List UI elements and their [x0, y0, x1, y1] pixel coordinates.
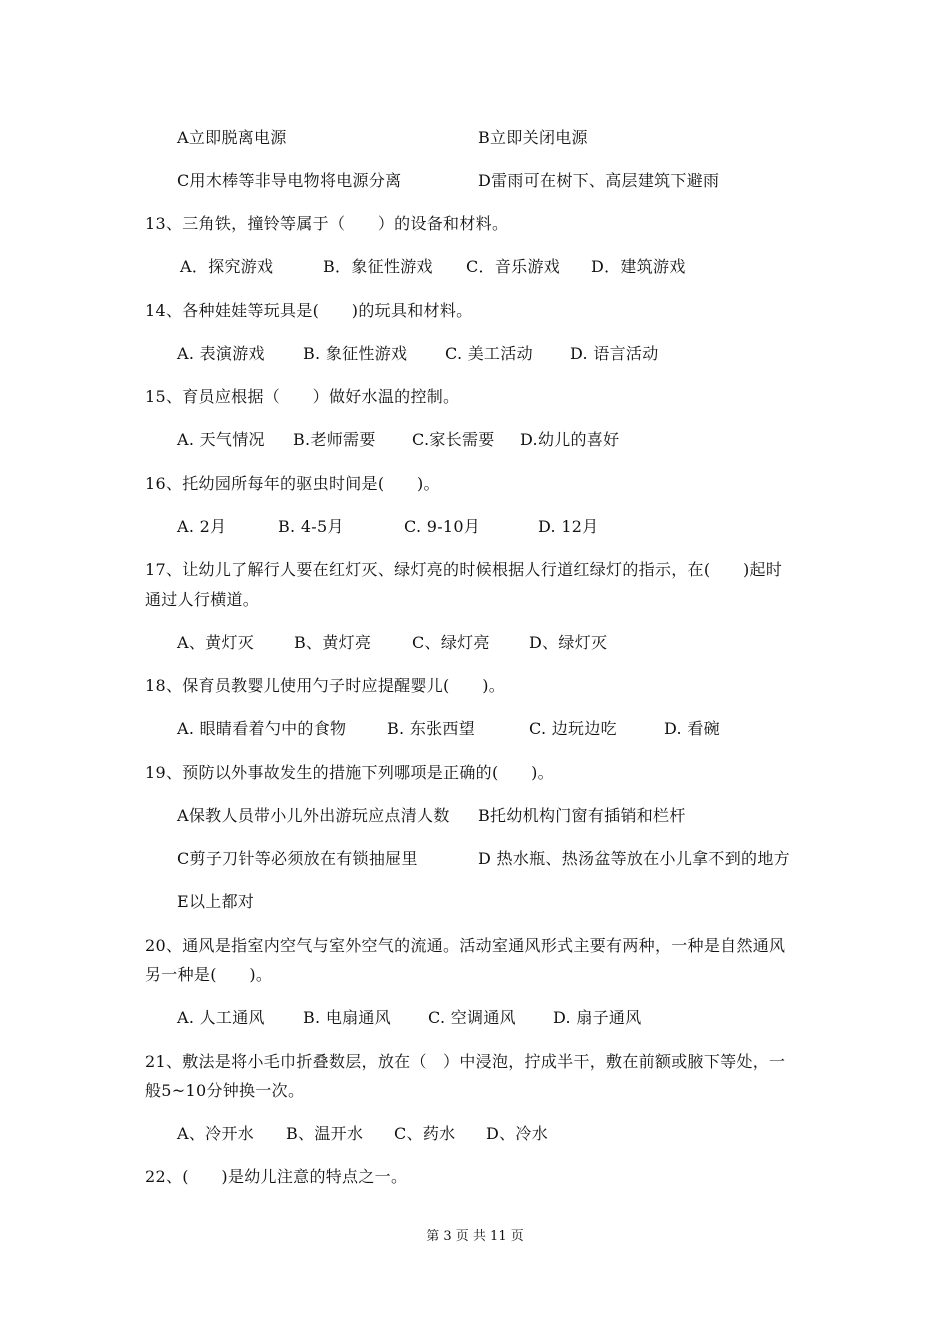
q21-option-a: A、冷开水 [177, 1124, 255, 1143]
q19-option-d: D 热水瓶、热汤盆等放在小儿拿不到的地方 [478, 849, 790, 868]
q21-stem-line2: 般5~10分钟换一次。 [145, 1081, 305, 1100]
q20-option-b: B. 电扇通风 [303, 1008, 392, 1027]
q14-option-c: C. 美工活动 [445, 344, 533, 363]
q18-stem: 18、保育员教婴儿使用勺子时应提醒婴儿( )。 [145, 676, 506, 695]
q21-option-c: C、药水 [394, 1124, 456, 1143]
q12-option-c: C用木棒等非导电物将电源分离 [177, 171, 402, 190]
q14-stem: 14、各种娃娃等玩具是( )的玩具和材料。 [145, 301, 473, 320]
q17-option-d: D、绿灯灭 [529, 633, 608, 652]
q15-option-c: C.家长需要 [412, 430, 495, 449]
q17-option-c: C、绿灯亮 [412, 633, 490, 652]
q16-option-a: A. 2月 [177, 517, 227, 536]
q16-option-c: C. 9-10月 [404, 517, 481, 536]
q15-option-d: D.幼儿的喜好 [520, 430, 620, 449]
q13-option-a: A．探究游戏 [180, 257, 274, 276]
q12-option-d: D雷雨可在树下、高层建筑下避雨 [478, 171, 720, 190]
q13-stem: 13、三角铁，撞铃等属于（ ）的设备和材料。 [145, 214, 509, 233]
q13-option-b: B．象征性游戏 [323, 257, 433, 276]
q16-option-d: D. 12月 [538, 517, 599, 536]
q18-option-c: C. 边玩边吃 [529, 719, 617, 738]
page-footer: 第 3 页 共 11 页 [426, 1229, 524, 1244]
q21-option-b: B、温开水 [286, 1124, 364, 1143]
q19-option-a: A保教人员带小儿外出游玩应点清人数 [177, 806, 450, 825]
q18-option-a: A. 眼睛看着勺中的食物 [177, 719, 347, 738]
q19-option-c: C剪子刀针等必须放在有锁抽屉里 [177, 849, 418, 868]
q14-option-b: B. 象征性游戏 [303, 344, 408, 363]
q15-stem: 15、育员应根据（ ）做好水温的控制。 [145, 387, 460, 406]
q17-option-a: A、黄灯灭 [177, 633, 255, 652]
q12-option-a: A立即脱离电源 [177, 128, 287, 147]
q16-stem: 16、托幼园所每年的驱虫时间是( )。 [145, 474, 440, 493]
q18-option-d: D. 看碗 [664, 719, 720, 738]
q20-option-a: A. 人工通风 [177, 1008, 265, 1027]
q19-option-b: B托幼机构门窗有插销和栏杆 [478, 806, 686, 825]
q20-stem-line1: 20、通风是指室内空气与室外空气的流通。活动室通风形式主要有两种，一种是自然通风 [145, 936, 786, 955]
q20-stem-line2: 另一种是( )。 [145, 965, 273, 984]
q15-option-a: A. 天气情况 [177, 430, 265, 449]
q21-stem-line1: 21、敷法是将小毛巾折叠数层，放在（ ）中浸泡，拧成半干，敷在前额或腋下等处，一 [145, 1052, 786, 1071]
q12-option-b: B立即关闭电源 [478, 128, 588, 147]
q17-stem-line2: 通过人行横道。 [145, 590, 260, 609]
q13-option-d: D．建筑游戏 [591, 257, 686, 276]
q22-stem: 22、( )是幼儿注意的特点之一。 [145, 1167, 408, 1186]
q19-stem: 19、预防以外事故发生的措施下列哪项是正确的( )。 [145, 763, 554, 782]
q20-option-c: C. 空调通风 [428, 1008, 516, 1027]
q14-option-d: D. 语言活动 [570, 344, 659, 363]
q21-option-d: D、冷水 [486, 1124, 549, 1143]
q17-option-b: B、黄灯亮 [294, 633, 372, 652]
q14-option-a: A. 表演游戏 [177, 344, 265, 363]
q13-option-c: C．音乐游戏 [466, 257, 561, 276]
q18-option-b: B. 东张西望 [387, 719, 476, 738]
q16-option-b: B. 4-5月 [278, 517, 344, 536]
q15-option-b: B.老师需要 [293, 430, 376, 449]
q20-option-d: D. 扇子通风 [553, 1008, 642, 1027]
q17-stem-line1: 17、让幼儿了解行人要在红灯灭、绿灯亮的时候根据人行道红绿灯的指示，在( )起时 [145, 560, 783, 579]
q19-option-e: E以上都对 [177, 892, 255, 911]
